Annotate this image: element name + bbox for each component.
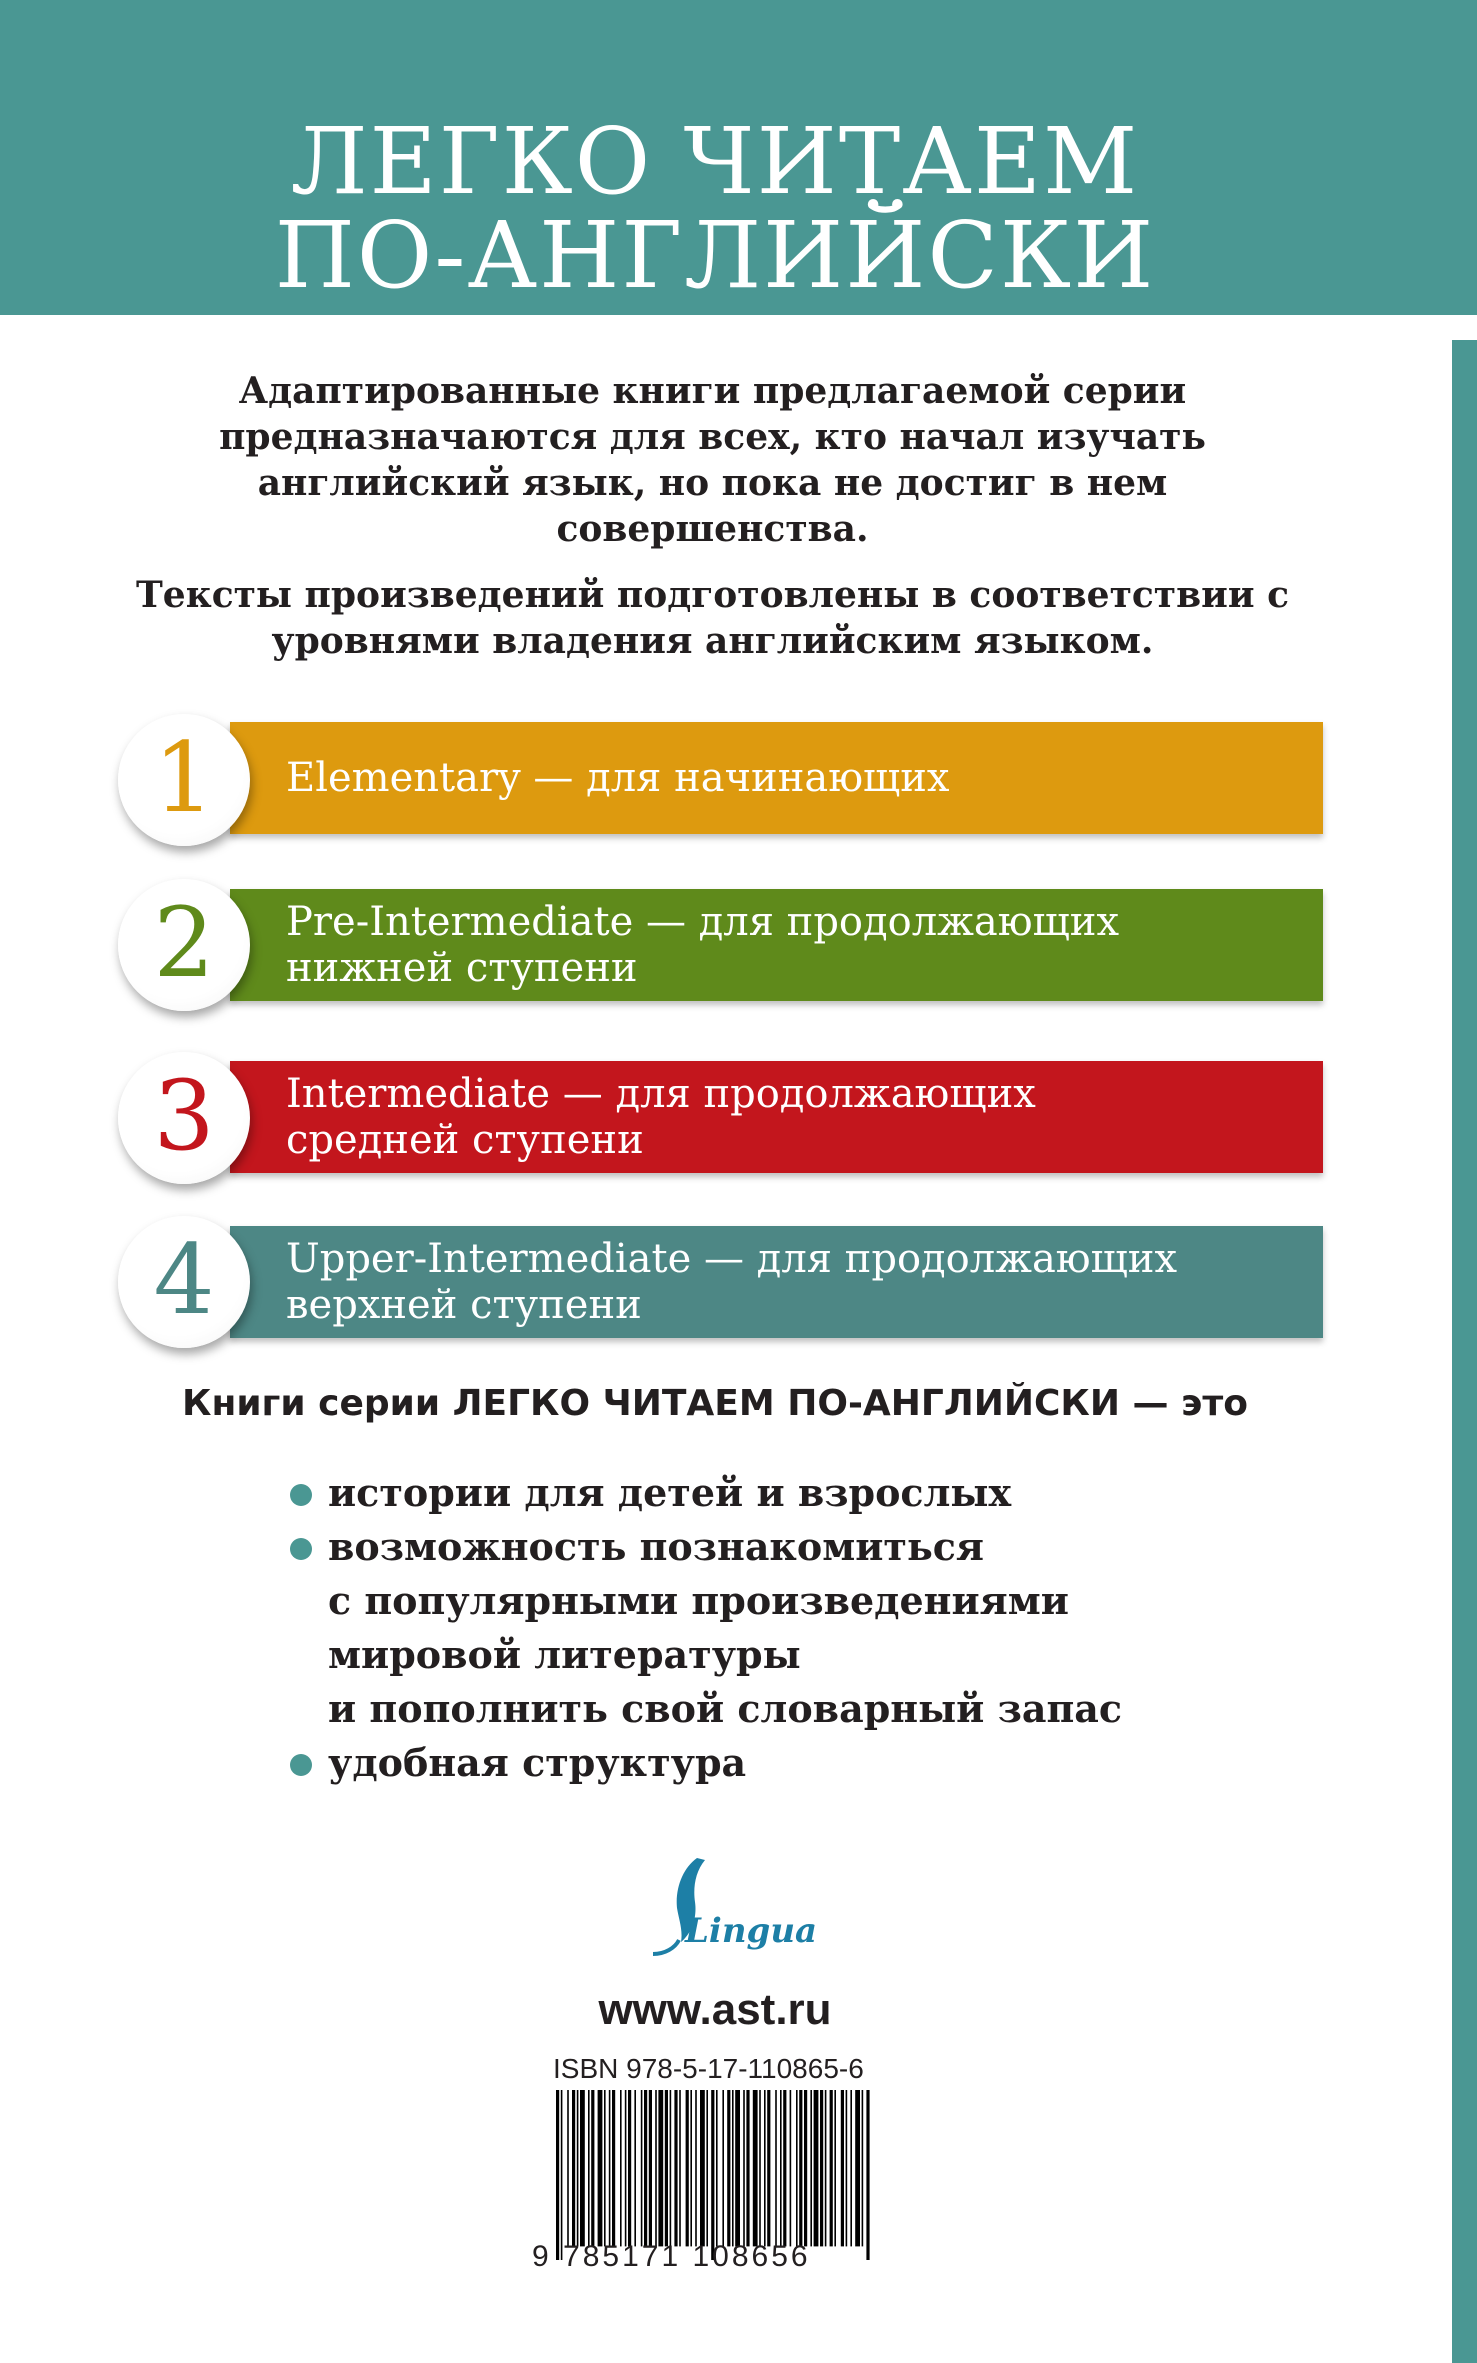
level-band-1 [230, 722, 1323, 834]
series-title-line2: ПО-АНГЛИЙСКИ [274, 202, 1156, 309]
barcode-bar [799, 2090, 802, 2246]
quill-stroke-icon [653, 1940, 679, 1954]
barcode-bar [775, 2090, 777, 2246]
barcode-bar [743, 2090, 745, 2246]
barcode-bar [767, 2090, 770, 2246]
intro-text [120, 368, 1305, 664]
intro-paragraph-2: Тексты произведений подготовлены в соответствии с уровнями владения английским языком. [136, 574, 1289, 662]
feature-line: истории для детей и взрослых [328, 1470, 1012, 1515]
website: www.ast.ru [598, 1985, 832, 2034]
level-label-line1: Elementary — для начинающих [286, 755, 950, 801]
series-description: Книги серии ЛЕГКО ЧИТАЕМ ПО-АНГЛИЙСКИ — это [182, 1383, 1248, 1424]
barcode-bar [572, 2090, 575, 2246]
barcode-digits: 9 785171 108656 [532, 2240, 811, 2273]
level-label-line1: Intermediate — для продолжающих [286, 1071, 1036, 1117]
barcode-bar [644, 2090, 647, 2246]
barcode-bar [834, 2090, 836, 2246]
barcode-bar [695, 2090, 697, 2246]
feature-item-3 [288, 1736, 1338, 1790]
level-label-line1: Pre-Intermediate — для продолжающих [286, 899, 1120, 945]
barcode-bar [746, 2090, 749, 2246]
level-label-line2: верхней ступени [286, 1282, 642, 1328]
barcode-bar [862, 2090, 864, 2246]
barcode-bar [665, 2090, 668, 2246]
feature-item-2 [288, 1520, 1338, 1736]
feature-line: удобная структура [328, 1740, 747, 1785]
feature-line: мировой литературы [328, 1632, 801, 1677]
barcode-bar [810, 2090, 812, 2246]
barcode-bar [830, 2090, 833, 2246]
barcode-bar [655, 2090, 657, 2246]
level-number-circle-3 [118, 1052, 250, 1184]
barcode-bar [732, 2090, 734, 2246]
level-label-line2: нижней ступени [286, 945, 638, 991]
bullet-dot-icon [290, 1484, 312, 1506]
level-label-line1: Upper-Intermediate — для продолжающих [286, 1236, 1178, 1282]
barcode-bar [711, 2090, 714, 2260]
barcode-bar [722, 2090, 724, 2246]
barcode-bar [598, 2090, 603, 2246]
barcode-bar [850, 2090, 852, 2246]
barcode-bar [796, 2090, 798, 2246]
barcode-bar [783, 2090, 786, 2246]
barcode-bar [588, 2090, 590, 2246]
header-banner [0, 0, 1477, 315]
barcode-bar [561, 2090, 563, 2260]
feature-item-1 [288, 1466, 1338, 1520]
bullet-dot-icon [290, 1754, 312, 1776]
barcode-bar [825, 2090, 827, 2246]
barcode-bar [846, 2090, 848, 2246]
level-number: 1 [153, 722, 215, 834]
barcode-bar [727, 2090, 730, 2246]
barcode-bar [604, 2090, 606, 2246]
barcode-bar [556, 2090, 559, 2260]
barcode-bar [634, 2090, 636, 2246]
barcode-bar [690, 2090, 692, 2246]
series-title [0, 108, 1430, 309]
level-label-line2: средней ступени [286, 1117, 644, 1163]
level-number: 2 [153, 887, 215, 999]
barcode-bar [700, 2090, 705, 2246]
barcode-bar [841, 2090, 844, 2246]
level-number-circle-4 [118, 1216, 250, 1348]
barcode-bar [706, 2090, 708, 2246]
barcode-bar [866, 2090, 869, 2260]
series-title-line1: ЛЕГКО ЧИТАЕМ [290, 108, 1140, 215]
feature-line: возможность познакомиться [328, 1524, 984, 1569]
barcode-bar [855, 2090, 860, 2246]
spine-strip [1452, 340, 1477, 2363]
barcode-bar [820, 2090, 823, 2246]
feature-list [288, 1466, 1338, 1790]
barcode-bar [804, 2090, 807, 2246]
barcode-bar [567, 2090, 569, 2246]
barcode-bar [591, 2090, 594, 2246]
barcode-bar [658, 2090, 663, 2246]
barcode-bar [764, 2090, 766, 2246]
barcode-icon [552, 2090, 877, 2260]
barcode-bar [716, 2090, 718, 2246]
barcode-bar [790, 2090, 792, 2246]
level-number-circle-2 [118, 879, 250, 1011]
barcode-bar [674, 2090, 677, 2246]
intro-paragraph-1: Адаптированные книги предлагаемой серии предназначаются для всех, кто начал изучать английский язык, но пока не достиг в нем совершенства. [219, 370, 1206, 550]
barcode-bar [759, 2090, 761, 2246]
barcode-bar [679, 2090, 681, 2246]
barcode-bar [612, 2090, 615, 2246]
barcode-bar [814, 2090, 819, 2246]
level-number-circle-1 [118, 714, 250, 846]
level-band-3 [230, 1061, 1323, 1173]
barcode-bar [735, 2090, 740, 2246]
barcode-bar [620, 2090, 622, 2246]
level-number: 4 [153, 1224, 215, 1336]
barcode-bar [628, 2090, 631, 2246]
barcode-bar [641, 2090, 643, 2246]
isbn-text: ISBN 978-5-17-110865-6 [553, 2053, 864, 2084]
barcode-bar [670, 2090, 672, 2246]
level-number: 3 [153, 1060, 215, 1172]
feature-line: и пополнить свой словарный запас [328, 1686, 1123, 1731]
barcode-bar [577, 2090, 579, 2246]
barcode-bar [649, 2090, 652, 2246]
logo-text: Lingua [685, 1911, 818, 1951]
feature-line: с популярными произведениями [328, 1578, 1069, 1623]
level-band-4 [230, 1226, 1323, 1338]
level-band-2 [230, 889, 1323, 1001]
barcode-bar [753, 2090, 758, 2246]
barcode-bar [625, 2090, 627, 2246]
bullet-dot-icon [290, 1538, 312, 1560]
lingua-logo [635, 1850, 818, 1965]
barcode-bar [780, 2090, 782, 2246]
barcode-bar [580, 2090, 585, 2246]
barcode-bar [686, 2090, 689, 2246]
barcode-bar [609, 2090, 611, 2246]
